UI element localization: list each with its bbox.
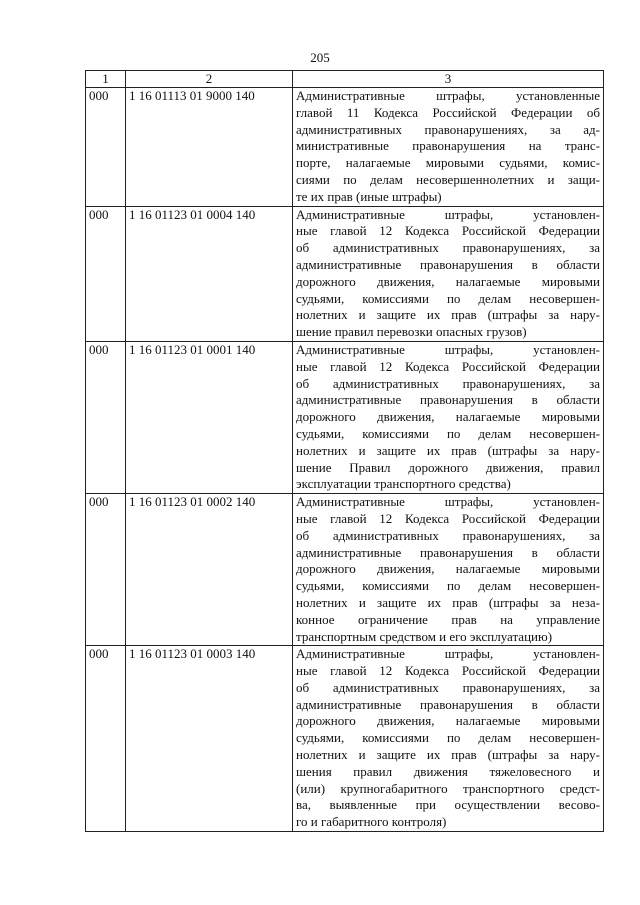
- description-line: транспортным средством и его эксплуатацию): [296, 628, 553, 644]
- table-header-row: [86, 71, 604, 88]
- description-line: сиями по делам несовершеннолетних и защи-: [296, 171, 600, 187]
- description-line: Административные штрафы, установлен-: [296, 341, 600, 357]
- description-line: об административных правонарушениях, за: [296, 527, 600, 543]
- description-line: те их прав (иные штрафы): [296, 188, 442, 204]
- table-row: [86, 646, 604, 832]
- table-body: [86, 88, 604, 832]
- description-line: административные правонарушения в области: [296, 392, 600, 408]
- description-line: министративные правонарушения на транс-: [296, 138, 600, 154]
- budget-classification-code-cell: 1 16 01113 01 9000 140: [126, 88, 293, 207]
- admin-code-cell: 000: [86, 646, 126, 832]
- description-line: нолетних и защите их прав (штрафы за нару-: [296, 307, 600, 323]
- column-header-2: 2: [126, 71, 293, 88]
- description-line: административные правонарушения в области: [296, 544, 600, 560]
- description-line: шение правил перевозки опасных грузов): [296, 324, 527, 340]
- income-description-cell: [293, 206, 604, 341]
- description-line: Административные штрафы, установлен-: [296, 646, 600, 662]
- description-line: эксплуатации транспортного средства): [296, 476, 511, 492]
- budget-classification-code-cell: 1 16 01123 01 0003 140: [126, 646, 293, 832]
- budget-code-table: [85, 70, 604, 832]
- description-line: шения правил движения тяжеловесного и: [296, 763, 600, 779]
- description-line: главой 11 Кодекса Российской Федерации об: [296, 104, 600, 120]
- description-line: дорожного движения, налагаемые мировыми: [296, 409, 600, 425]
- column-header-3: 3: [293, 71, 604, 88]
- description-line: дорожного движения, налагаемые мировыми: [296, 713, 600, 729]
- description-line: ва, выявленные при осуществлении весово-: [296, 797, 600, 813]
- description-line: конное ограничение прав на управление: [296, 611, 600, 627]
- description-line: судьями, комиссиями по делам несовершен-: [296, 730, 600, 746]
- budget-classification-code-cell: 1 16 01123 01 0002 140: [126, 494, 293, 646]
- description-line: дорожного движения, налагаемые мировыми: [296, 561, 600, 577]
- description-line: об административных правонарушениях, за: [296, 679, 600, 695]
- income-description-cell: [293, 494, 604, 646]
- description-line: судьями, комиссиями по делам несовершен-: [296, 290, 600, 306]
- budget-classification-code-cell: 1 16 01123 01 0004 140: [126, 206, 293, 341]
- description-line: ные главой 12 Кодекса Российской Федерации: [296, 663, 600, 679]
- admin-code-cell: 000: [86, 88, 126, 207]
- description-line: нолетних и защите их прав (штрафы за нару-: [296, 747, 600, 763]
- description-line: ные главой 12 Кодекса Российской Федерации: [296, 510, 600, 526]
- table-row: [86, 206, 604, 341]
- income-description-cell: [293, 646, 604, 832]
- description-line: Административные штрафы, установлен-: [296, 206, 600, 222]
- description-line: административных правонарушениях, за ад-: [296, 121, 600, 137]
- description-line: судьями, комиссиями по делам несовершен-: [296, 578, 600, 594]
- description-line: Административные штрафы, установлен-: [296, 494, 600, 510]
- description-line: Административные штрафы, установленные: [296, 88, 600, 103]
- page-number: 205: [310, 50, 330, 65]
- budget-classification-code-cell: 1 16 01123 01 0001 140: [126, 341, 293, 493]
- description-line: дорожного движения, налагаемые мировыми: [296, 273, 600, 289]
- description-line: административные правонарушения в области: [296, 256, 600, 272]
- description-line: ные главой 12 Кодекса Российской Федерации: [296, 223, 600, 239]
- description-line: нолетних и защите их прав (штрафы за неза-: [296, 594, 600, 610]
- income-description-cell: [293, 341, 604, 493]
- admin-code-cell: 000: [86, 494, 126, 646]
- description-line: административные правонарушения в области: [296, 696, 600, 712]
- table-row: [86, 341, 604, 493]
- description-line: судьями, комиссиями по делам несовершен-: [296, 425, 600, 441]
- description-line: об административных правонарушениях, за: [296, 240, 600, 256]
- description-line: шение Правил дорожного движения, правил: [296, 459, 600, 475]
- description-line: (или) крупногабаритного транспортного средст-: [296, 780, 600, 796]
- description-line: порте, налагаемые мировыми судьями, комис-: [296, 155, 600, 171]
- table-row: [86, 494, 604, 646]
- description-line: ные главой 12 Кодекса Российской Федерации: [296, 358, 600, 374]
- income-description-cell: [293, 88, 604, 207]
- description-line: нолетних и защите их прав (штрафы за нару-: [296, 442, 600, 458]
- description-line: го и габаритного контроля): [296, 814, 447, 830]
- description-line: об административных правонарушениях, за: [296, 375, 600, 391]
- column-header-1: 1: [86, 71, 126, 88]
- admin-code-cell: 000: [86, 206, 126, 341]
- table-row: [86, 88, 604, 207]
- admin-code-cell: 000: [86, 341, 126, 493]
